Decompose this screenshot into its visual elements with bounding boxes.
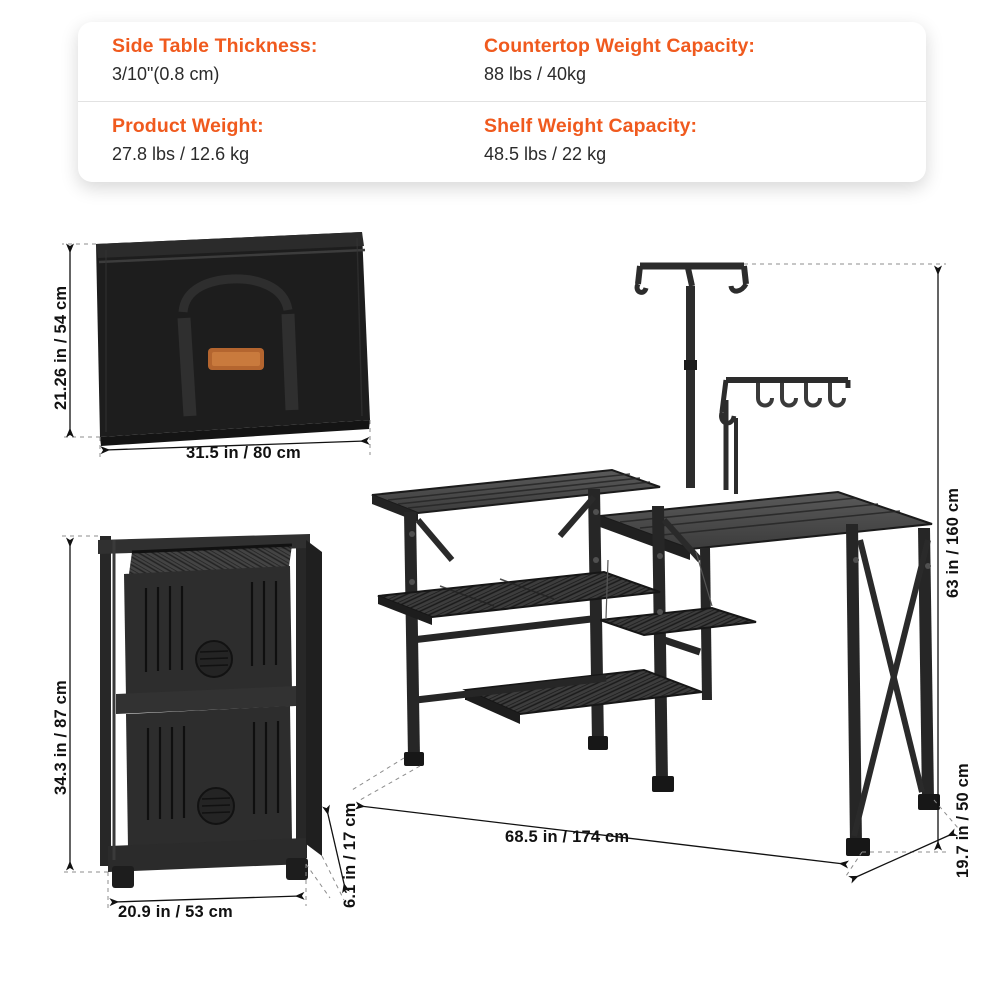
table-depth-label: 19.7 in / 50 cm bbox=[954, 763, 972, 878]
table-width-label: 68.5 in / 174 cm bbox=[505, 828, 630, 846]
spec-value: 88 lbs / 40kg bbox=[484, 64, 587, 84]
bag-width-label: 31.5 in / 80 cm bbox=[186, 444, 301, 462]
carry-bag-illustration bbox=[96, 232, 370, 446]
spec-label: Countertop Weight Capacity: bbox=[484, 35, 756, 57]
bag-height-label: 21.26 in / 54 cm bbox=[52, 285, 70, 410]
spec-value: 27.8 lbs / 12.6 kg bbox=[112, 144, 250, 164]
spec-value: 3/10"(0.8 cm) bbox=[112, 64, 220, 84]
spec-label: Product Weight: bbox=[112, 115, 264, 137]
camping-kitchen-table-illustration bbox=[372, 266, 940, 856]
spec-label: Side Table Thickness: bbox=[112, 35, 318, 57]
folded-depth-label: 6.1 in / 17 cm bbox=[341, 802, 359, 908]
folded-width-label: 20.9 in / 53 cm bbox=[118, 903, 233, 921]
drop-leaf-shelf bbox=[600, 608, 756, 635]
folded-height-label: 34.3 in / 87 cm bbox=[52, 680, 70, 795]
utensil-hook-bar bbox=[721, 380, 848, 494]
table-height-label: 63 in / 160 cm bbox=[944, 487, 962, 598]
folded-unit-illustration bbox=[98, 534, 322, 888]
spec-label: Shelf Weight Capacity: bbox=[484, 115, 698, 137]
spec-value: 48.5 lbs / 22 kg bbox=[484, 144, 607, 164]
folded-width-arrow bbox=[114, 896, 300, 902]
upper-mesh-shelf bbox=[378, 572, 660, 617]
